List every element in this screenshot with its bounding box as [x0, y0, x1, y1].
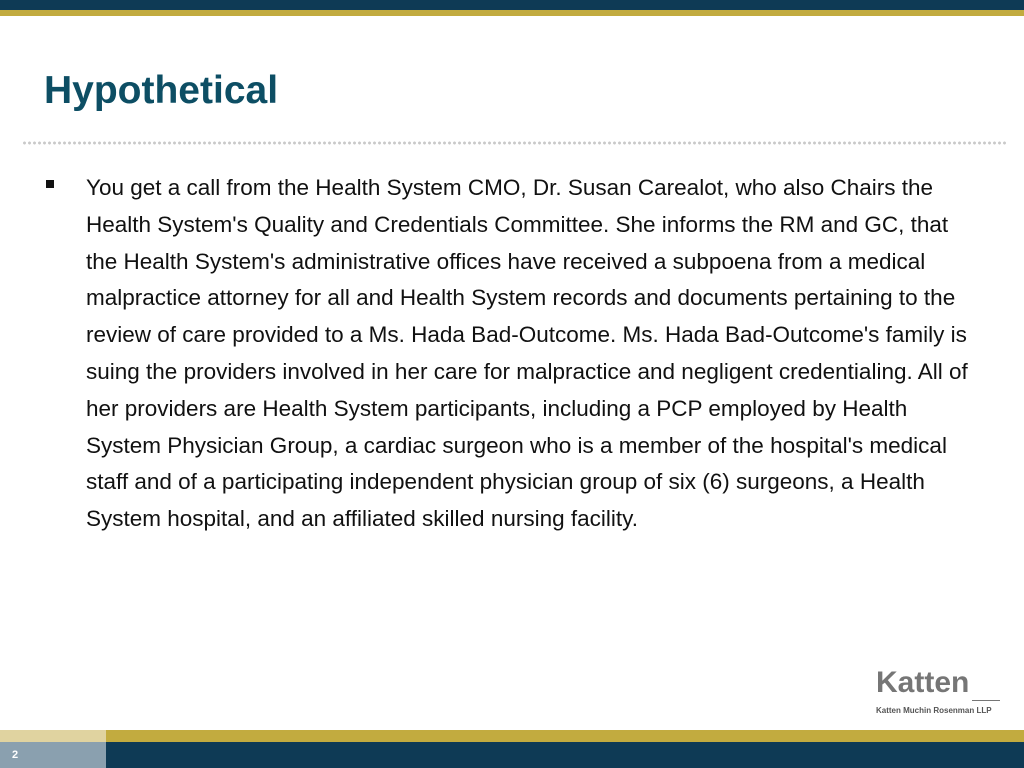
logo-wordmark: Katten	[876, 666, 970, 699]
top-gold-band	[0, 10, 1024, 16]
page-number: 2	[12, 749, 19, 761]
square-bullet-icon	[46, 180, 54, 188]
footer-navy-band	[106, 742, 1024, 768]
bullet-paragraph: You get a call from the Health System CMO, Dr. Susan Carealot, who also Chairs the Health System's Quality and Credentials Committee. She informs the RM and GC, that the Health System's administrative offices have received a subpoena from a medical malpractice attorney for all and Health System records and documents pertaining to the review of care provided to a Ms. Hada Bad-Outcome. Ms. Hada Bad-Outcome's family is suing the providers involved in her care for malpractice and negligent credentialing. All of her providers are Health System participants, including a PCP employed by Health System Physician Group, a cardiac surgeon who is a member of the hospital's medical staff and of a participating independent physician group of six (6) surgeons, a Health System hospital, and an affiliated skilled nursing facility.	[86, 175, 968, 532]
footer-gold-band	[106, 730, 1024, 742]
logo-rule	[972, 700, 1000, 701]
dotted-divider	[22, 140, 1008, 146]
slide-title: Hypothetical	[44, 69, 279, 112]
katten-logo	[876, 666, 1006, 720]
logo-firm-name: Katten Muchin Rosenman LLP	[876, 706, 992, 715]
top-navy-band	[0, 0, 1024, 10]
footer-light-gold-block	[0, 730, 106, 742]
